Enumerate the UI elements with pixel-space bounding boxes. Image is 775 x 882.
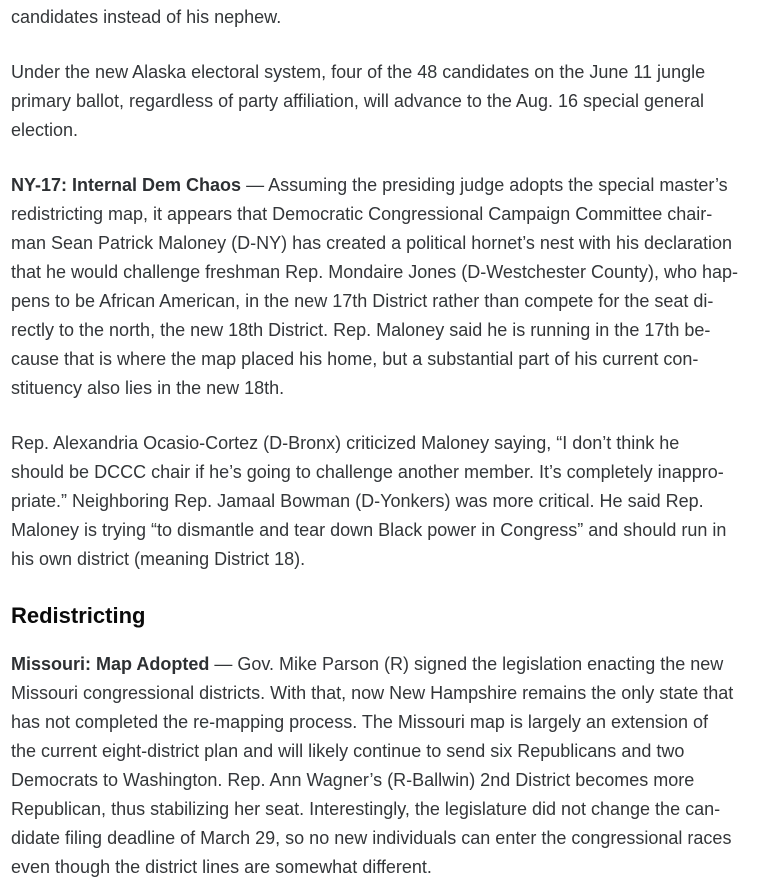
text-line: should be DCCC chair if he’s going to challenge another member. It’s completely inappro- xyxy=(11,462,724,482)
text-line: cause that is where the map placed his home, but a substantial part of his current con- xyxy=(11,349,699,369)
paragraph xyxy=(11,650,775,882)
text-line: Republican, thus stabilizing her seat. Interestingly, the legislature did not change the can- xyxy=(11,799,721,819)
paragraph xyxy=(11,58,775,145)
text-line: election. xyxy=(11,120,79,140)
text-line: primary ballot, regardless of party affiliation, will advance to the Aug. 16 special general xyxy=(11,91,705,111)
text-line: the current eight-district plan and will likely continue to send six Republicans and two xyxy=(11,741,685,761)
text-line: redistricting map, it appears that Democratic Congressional Campaign Committee chair- xyxy=(11,204,713,224)
text-line-rest: — Gov. Mike Parson (R) signed the legislation enacting the new xyxy=(209,654,724,674)
text-line: rectly to the north, the new 18th District. Rep. Maloney said he is running in the 17th be- xyxy=(11,320,711,340)
text-line: has not completed the re-mapping process. The Missouri map is largely an extension of xyxy=(11,712,709,732)
text-line: man Sean Patrick Maloney (D-NY) has created a political hornet’s nest with his declaration xyxy=(11,233,733,253)
text-line: that he would challenge freshman Rep. Mondaire Jones (D-Westchester County), who hap- xyxy=(11,262,739,282)
paragraph xyxy=(11,171,775,403)
text-line: Under the new Alaska electoral system, four of the 48 candidates on the June 11 jungle xyxy=(11,62,706,82)
paragraph xyxy=(11,429,775,574)
text-line: Rep. Alexandria Ocasio-Cortez (D-Bronx) criticized Maloney saying, “I don’t think he xyxy=(11,433,680,453)
text-line: Maloney is trying “to dismantle and tear down Black power in Congress” and should run in xyxy=(11,520,727,540)
text-line: stituency also lies in the new 18th. xyxy=(11,378,285,398)
text-line: pens to be African American, in the new 17th District rather than compete for the seat di- xyxy=(11,291,714,311)
paragraph-lead: NY-17: Internal Dem Chaos xyxy=(11,175,242,195)
text-line-rest: — Assuming the presiding judge adopts the special master’s xyxy=(241,175,728,195)
paragraph xyxy=(11,3,775,32)
text-line: priate.” Neighboring Rep. Jamaal Bowman (D-Yonkers) was more critical. He said Rep. xyxy=(11,491,704,511)
text-line: even though the district lines are somewhat different. xyxy=(11,857,432,877)
text-line: candidates instead of his nephew. xyxy=(11,7,282,27)
text-line xyxy=(11,171,775,200)
paragraph-lead: Missouri: Map Adopted xyxy=(11,654,210,674)
text-line: his own district (meaning District 18). xyxy=(11,549,306,569)
text-line xyxy=(11,650,775,679)
text-line: didate filing deadline of March 29, so no new individuals can enter the congressional races xyxy=(11,828,732,848)
text-line: Democrats to Washington. Rep. Ann Wagner’s (R-Ballwin) 2nd District becomes more xyxy=(11,770,695,790)
section-heading: Redistricting xyxy=(11,603,146,628)
text-line: Missouri congressional districts. With that, now New Hampshire remains the only state that xyxy=(11,683,734,703)
